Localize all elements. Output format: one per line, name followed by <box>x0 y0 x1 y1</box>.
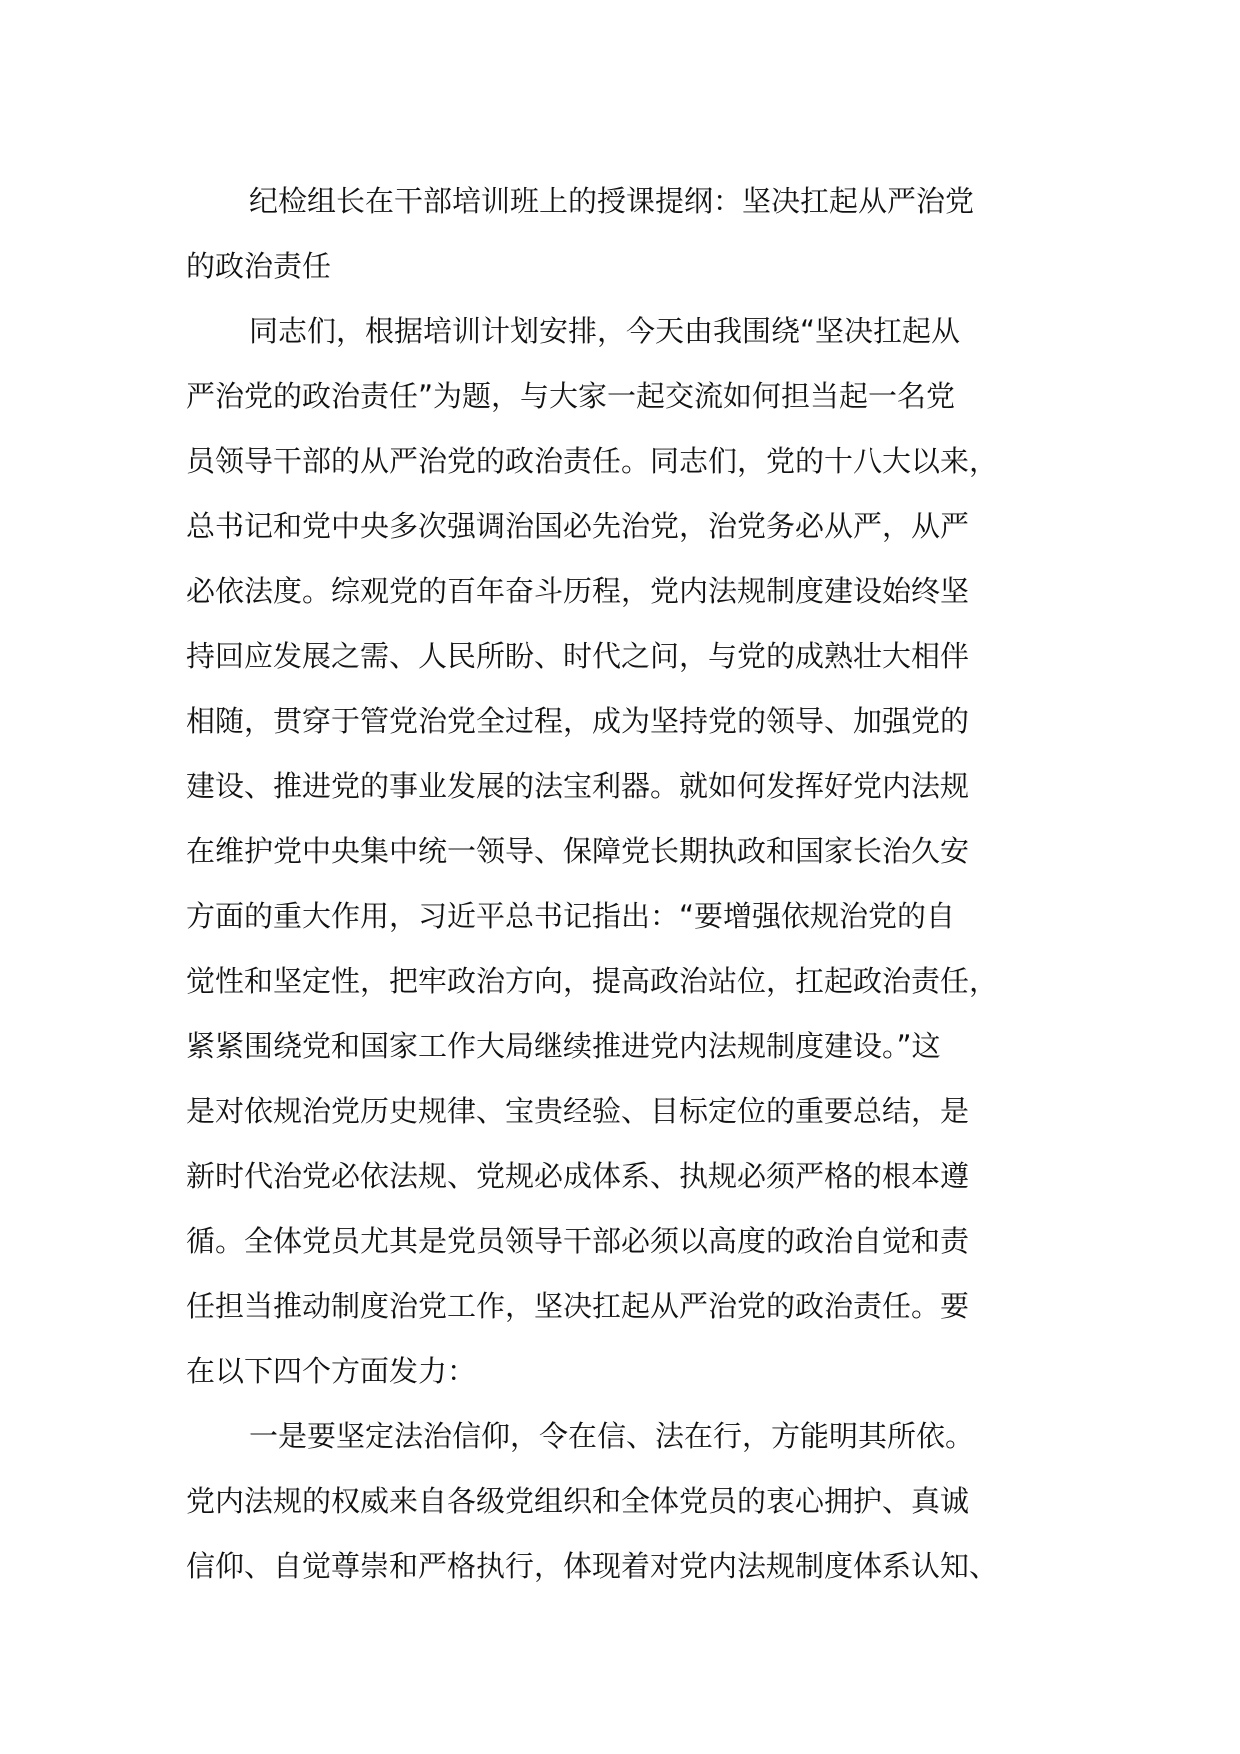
title-line-1: 纪检组长在干部培训班上的授课提纲：坚决扛起从严治党 <box>249 184 975 218</box>
paragraph-1-line-3: 员领导干部的从严治党的政治责任。同志们，党的十八大以来， <box>186 444 999 478</box>
paragraph-1-line-11: 觉性和坚定性，把牢政治方向，提高政治站位，扛起政治责任， <box>186 964 999 998</box>
paragraph-1-line-8: 建设、推进党的事业发展的法宝利器。就如何发挥好党内法规 <box>186 769 970 803</box>
paragraph-1-line-16: 任担当推动制度治党工作，坚决扛起从严治党的政治责任。要 <box>186 1289 970 1323</box>
paragraph-1-line-6: 持回应发展之需、人民所盼、时代之问，与党的成熟壮大相伴 <box>186 639 970 673</box>
paragraph-1-line-15: 循。全体党员尤其是党员领导干部必须以高度的政治自觉和责 <box>186 1224 970 1258</box>
paragraph-2-line-3: 信仰、自觉尊崇和严格执行，体现着对党内法规制度体系认知、 <box>186 1549 999 1583</box>
paragraph-2-line-2: 党内法规的权威来自各级党组织和全体党员的衷心拥护、真诚 <box>186 1484 970 1518</box>
document-body <box>186 169 1086 1599</box>
paragraph-1-line-17: 在以下四个方面发力： <box>186 1354 477 1388</box>
title-line-2: 的政治责任 <box>186 249 332 283</box>
paragraph-1-line-9: 在维护党中央集中统一领导、保障党长期执政和国家长治久安 <box>186 834 970 868</box>
paragraph-1-line-14: 新时代治党必依法规、党规必成体系、执规必须严格的根本遵 <box>186 1159 970 1193</box>
paragraph-1-line-5: 必依法度。综观党的百年奋斗历程，党内法规制度建设始终坚 <box>186 574 970 608</box>
paragraph-1-line-4: 总书记和党中央多次强调治国必先治党，治党务必从严，从严 <box>186 509 970 543</box>
paragraph-1-line-1: 同志们，根据培训计划安排，今天由我围绕“坚决扛起从 <box>249 314 961 348</box>
paragraph-2-line-1: 一是要坚定法治信仰，令在信、法在行，方能明其所依。 <box>249 1419 975 1453</box>
paragraph-1-line-10: 方面的重大作用，习近平总书记指出：“要增强依规治党的自 <box>186 899 956 933</box>
paragraph-1-line-7: 相随，贯穿于管党治党全过程，成为坚持党的领导、加强党的 <box>186 704 970 738</box>
paragraph-1-line-12: 紧紧围绕党和国家工作大局继续推进党内法规制度建设。”这 <box>186 1029 941 1063</box>
paragraph-1-line-2: 严治党的政治责任”为题，与大家一起交流如何担当起一名党 <box>186 379 956 413</box>
paragraph-1-line-13: 是对依规治党历史规律、宝贵经验、目标定位的重要总结，是 <box>186 1094 970 1128</box>
